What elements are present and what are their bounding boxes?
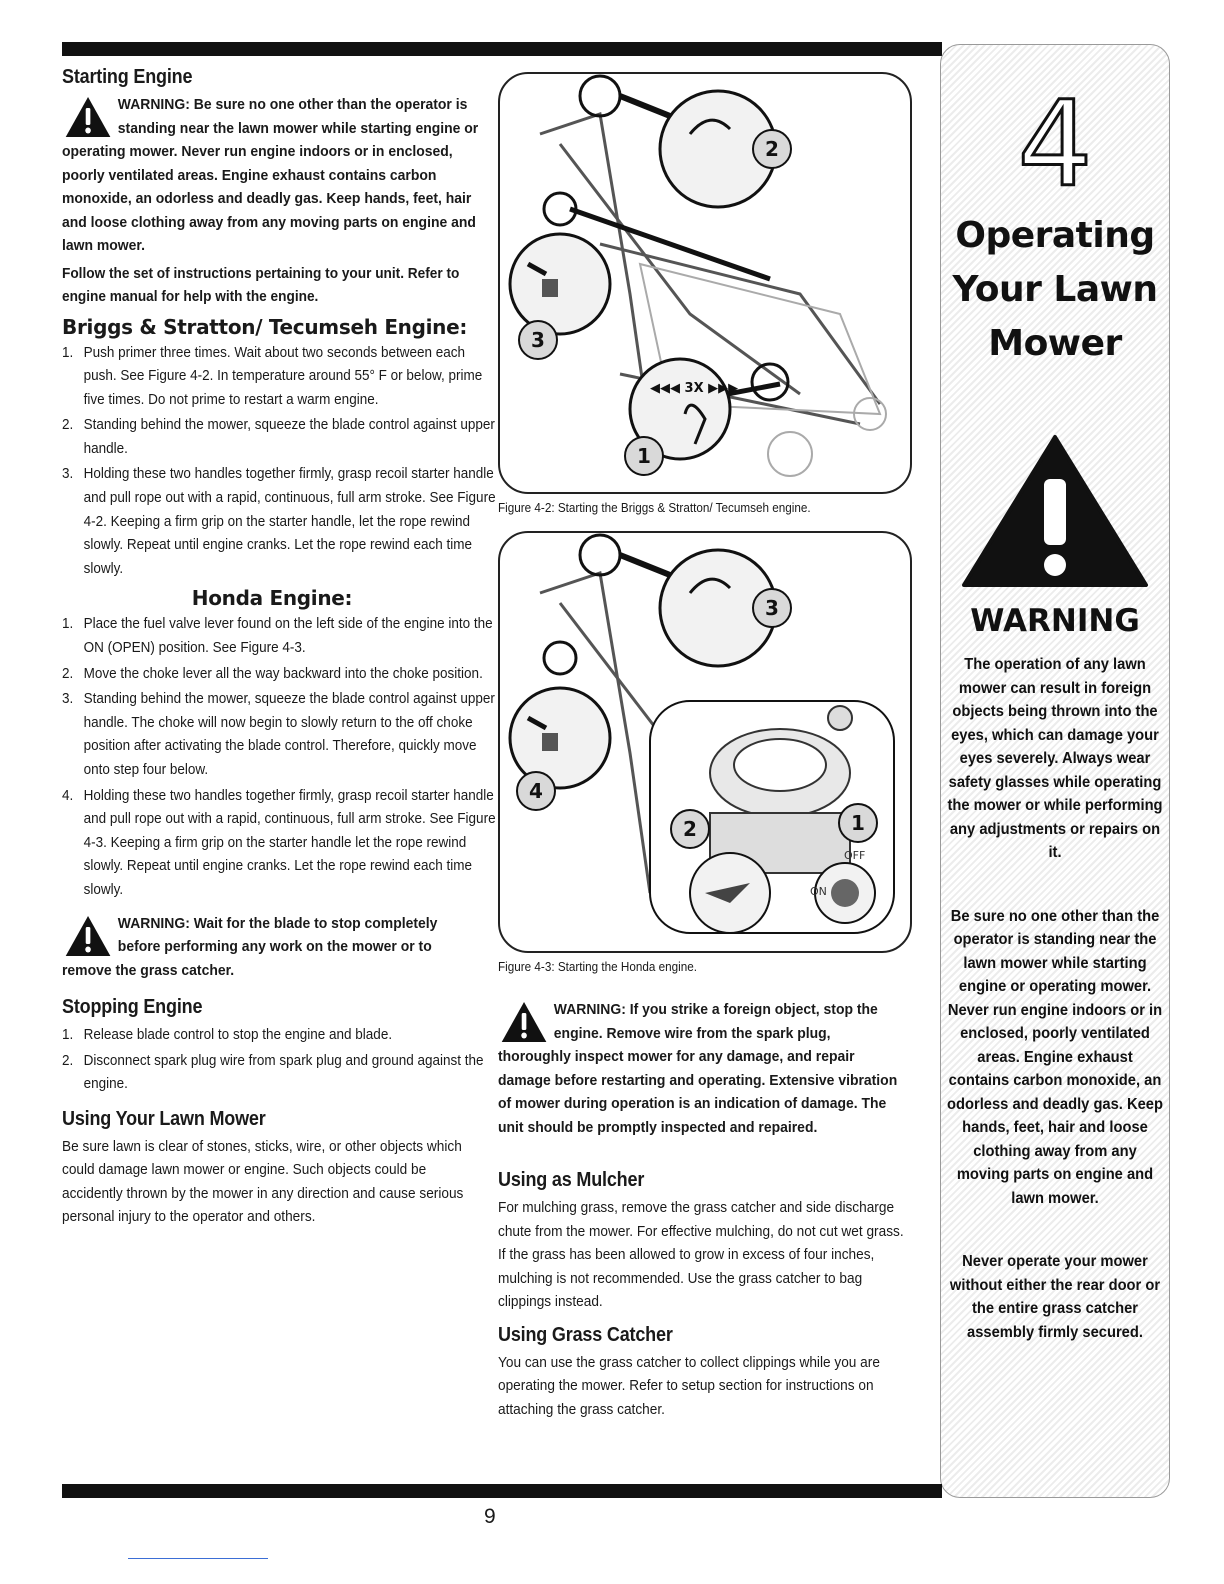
- callout-2: 2: [683, 817, 697, 841]
- page-number: 9: [484, 1505, 496, 1528]
- step-number: 2.: [62, 416, 74, 434]
- chapter-title-line: Your Lawn: [952, 269, 1158, 310]
- warning-triangle-icon: [500, 1000, 548, 1044]
- step-text: Standing behind the mower, squeeze the blade control against upper handle. The choke will now begin to slowly return to the off choke position after activating the blade control. Therefore, quickly move onto step four below.: [83, 690, 495, 778]
- sidebar-paragraph: Never operate your mower without either the rear door or the entire grass catcher assembly firmly secured.: [949, 1253, 1161, 1341]
- starting-warning-label: WARNING:: [117, 96, 190, 113]
- starting-warning-text: Be sure no one other than the operator is standing near the lawn mower while starting engine or operating mower. Never run engine indoors or in enclosed, poorly ventilated areas. Engine exhaust contains carbon monoxide, an odorless and deadly gas. Keep hands, feet, hair and loose clothing away from any moving parts on engine and lawn mower.: [62, 96, 479, 254]
- foreign-warning-label: WARNING:: [553, 1001, 626, 1018]
- step-number: 3.: [62, 465, 74, 483]
- primer-label: ◀◀◀ 3X ▶▶▶: [650, 381, 739, 396]
- sidebar-paragraph: Be sure no one other than the operator is standing near the lawn mower while starting engine or operating mower. Never run engine indoors or in enclosed, poorly ventilated areas. Engine exhaust contains carbon monoxide, an odorless and deadly gas. Keep hands, feet, hair and loose clothing away from any moving parts on engine and lawn mower.: [947, 907, 1163, 1207]
- list-item: [62, 662, 499, 686]
- using-mower-text: Be sure lawn is clear of stones, sticks, wire, or other objects which could damage lawn mower or engine. Such objects could be accidently thrown by the mower in any direction and cause serious personal injury to the operator and others.: [62, 1137, 464, 1226]
- honda-heading: Honda Engine:: [191, 586, 353, 611]
- callout-4: 4: [529, 779, 543, 803]
- blade-warning-label: WARNING:: [117, 914, 190, 932]
- figure-4-2-illustration: [498, 72, 912, 494]
- step-number: 1.: [62, 1026, 74, 1044]
- briggs-heading: Briggs & Stratton/ Tecumseh Engine:: [62, 314, 468, 339]
- large-warning-triangle-icon: [960, 431, 1150, 591]
- stopping-steps: [62, 1023, 482, 1096]
- list-item: [62, 784, 499, 902]
- blade-warning-text: Wait for the blade to stop completely before performing any work on the mower or to remove the grass catcher.: [62, 914, 438, 979]
- figure-4-2-caption: Figure 4-2: Starting the Briggs & Stratton/ Tecumseh engine.: [498, 500, 811, 515]
- chapter-title-line: Mower: [988, 323, 1122, 364]
- list-item: [62, 1023, 499, 1047]
- step-number: 4.: [62, 786, 74, 804]
- list-item: [62, 341, 499, 412]
- step-text: Release blade control to stop the engine and blade.: [83, 1026, 393, 1044]
- step-text: Standing behind the mower, squeeze the blade control against upper handle.: [83, 416, 495, 457]
- step-number: 3.: [62, 690, 74, 708]
- chapter-number: [1013, 85, 1097, 193]
- sidebar-warning-title: WARNING: [970, 603, 1140, 639]
- honda-steps: [62, 612, 496, 901]
- callout-3: 3: [765, 596, 779, 620]
- briggs-steps: [62, 341, 496, 581]
- on-label: ON: [810, 885, 827, 898]
- step-number: 2.: [62, 1051, 74, 1069]
- step-text: Holding these two handles together firmly, grasp recoil starter handle and pull rope out with a rapid, continuous, full arm stroke. See Figure 4-2. Keeping a firm grip on the starter handle, let the rope rewind slowly. Repeat until engine cranks. Let the rope rewind each time slowly.: [83, 465, 496, 577]
- mulcher-heading: Using as Mulcher: [498, 1169, 645, 1191]
- stopping-heading: Stopping Engine: [62, 996, 203, 1019]
- chapter-number-text: 4: [1017, 85, 1093, 193]
- left-column: [62, 66, 496, 1229]
- list-item: [62, 612, 499, 659]
- list-item: [62, 462, 499, 580]
- mulcher-text: For mulching grass, remove the grass catcher and side discharge chute from the mower. For effective mulching, do not cut wet grass. If the grass has been allowed to grow in excess of four inches, mulching is not recommended. Use the grass catcher to bag clippings instead.: [498, 1199, 904, 1310]
- sidebar-paragraph: The operation of any lawn mower can result in foreign objects being thrown into the eyes, which can damage your eyes severely. Always wear safety glasses while operating the mower or while performing any adjustments or repairs on it.: [947, 656, 1163, 861]
- grass-catcher-text: You can use the grass catcher to collect clippings while you are operating the mower. Refer to setup section for instructions on attaching the grass catcher.: [498, 1353, 880, 1418]
- middle-column: [498, 72, 918, 1421]
- warning-triangle-icon: [64, 95, 112, 139]
- chapter-sidebar: [940, 44, 1170, 1498]
- figure-4-3-illustration: [498, 531, 912, 953]
- callout-3: 3: [531, 328, 545, 352]
- follow-instructions: Follow the set of instructions pertaining to your unit. Refer to engine manual for help with the engine.: [62, 264, 460, 305]
- callout-1: 1: [637, 444, 651, 468]
- step-text: Holding these two handles together firmly, grasp recoil starter handle and pull rope out with a rapid, continuous, full arm stroke. See Figure 4-3. Keeping a firm grip on the starter handle let the rope rewind slowly. Repeat until engine cranks. Let the rope rewind each time slowly.: [83, 786, 496, 898]
- figure-4-3-caption: Figure 4-3: Starting the Honda engine.: [498, 959, 698, 974]
- footer-line: [128, 1558, 268, 1559]
- using-mower-heading: Using Your Lawn Mower: [62, 1107, 266, 1130]
- step-text: Move the choke lever all the way backward into the choke position.: [83, 664, 483, 682]
- top-rule: [62, 42, 942, 56]
- step-text: Disconnect spark plug wire from spark plug and ground against the engine.: [83, 1051, 484, 1093]
- step-number: 2.: [62, 664, 74, 682]
- callout-2: 2: [765, 137, 779, 161]
- chapter-title-line: Operating: [955, 215, 1155, 256]
- step-number: 1.: [62, 343, 74, 361]
- warning-triangle-icon: [64, 914, 112, 958]
- grass-catcher-heading: Using Grass Catcher: [498, 1323, 673, 1346]
- mower-honda-illustration: [500, 533, 910, 951]
- foreign-object-warning: [498, 998, 907, 1139]
- step-number: 1.: [62, 615, 74, 633]
- starting-engine-heading: Starting Engine: [62, 66, 193, 88]
- bottom-rule: [62, 1484, 942, 1498]
- off-label: OFF: [844, 849, 866, 862]
- list-item: [62, 413, 499, 460]
- mower-briggs-illustration: [500, 74, 910, 492]
- foreign-warning-text: If you strike a foreign object, stop the engine. Remove wire from the spark plug, thoroughly inspect mower for any damage, and repair damage before restarting and operating. Extensive vibration of mower during operation is an indication of damage. The unit should be promptly inspected and repaired.: [498, 1001, 898, 1136]
- callout-1: 1: [851, 811, 865, 835]
- starting-warning: [62, 93, 482, 258]
- chapter-title: [941, 209, 1169, 371]
- step-text: Push primer three times. Wait about two seconds between each push. See Figure 4-2. In temperature around 55° F or below, prime five times. Do not prime to restart a warm engine.: [83, 343, 483, 408]
- blade-warning: [62, 912, 482, 983]
- step-text: Place the fuel valve lever found on the left side of the engine into the ON (OPEN) position. See Figure 4-3.: [83, 615, 493, 657]
- list-item: [62, 687, 499, 781]
- list-item: [62, 1049, 499, 1096]
